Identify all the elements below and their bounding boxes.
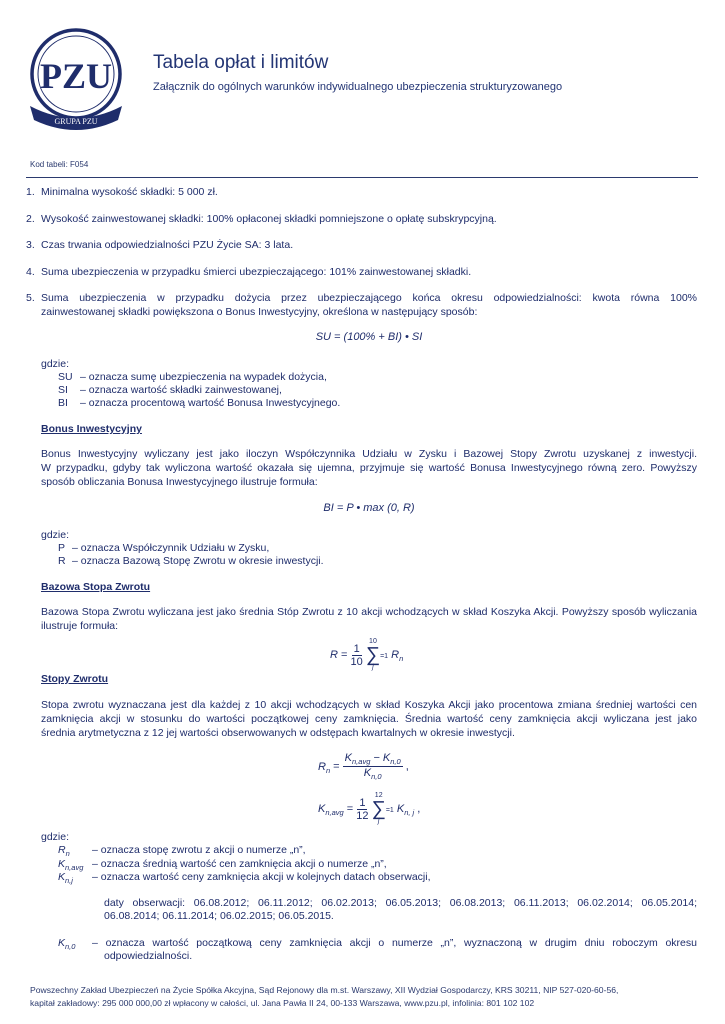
def-symbol: SU xyxy=(58,371,73,383)
paragraph-line: zamknięcia akcji w stosunku do wartości początkowej ceny zamknięcia. Średnia wartość ceny zamknięcia akcji wyliczana jest jako xyxy=(41,713,697,725)
pzu-logo xyxy=(26,28,126,132)
svg-text:GRUPA PZU: GRUPA PZU xyxy=(54,117,98,126)
def-desc: odpowiedzialności. xyxy=(104,950,193,962)
item-text: zainwestowanej składki powiększona o Bonus Inwestycyjny, określona w następujący sposób: xyxy=(41,306,478,318)
def-symbol: $K_{n,0}$ xyxy=(58,937,76,952)
formula-bi: BI = P • max (0, R) xyxy=(323,502,415,514)
gdzie-label: gdzie: xyxy=(41,358,70,370)
paragraph-line: sposób obliczania Bonusa Inwestycyjnego ilustruje formuła: xyxy=(41,476,318,488)
def-symbol: $K_{n,j}$ xyxy=(58,871,73,886)
header-divider xyxy=(26,177,698,178)
def-desc: – oznacza wartość ceny zamknięcia akcji w kolejnych datach obserwacji, xyxy=(92,871,431,883)
footer-line: kapitał zakładowy: 295 000 000,00 zł wpłacony w całości, ul. Jana Pawła II 24, 00-133 Warszawa, www.pzu.pl, infolinia: 801 102 102 xyxy=(30,998,535,1008)
gdzie-label: gdzie: xyxy=(41,529,70,541)
formula-su: SU = (100% + BI) • SI xyxy=(315,331,423,343)
item-text: Wysokość zainwestowanej składki: 100% opłaconej składki pomniejszone o opłatę subskrypcyjną. xyxy=(41,213,497,225)
item-text: Suma ubezpieczenia w przypadku dożycia przez ubezpieczającego końca okresu odpowiedzialności: kwota równa 100% xyxy=(41,292,697,304)
item-text: Minimalna wysokość składki: 5 000 zł. xyxy=(41,186,218,198)
item-number: 3. xyxy=(26,239,35,251)
def-desc: – oznacza sumę ubezpieczenia na wypadek dożycia, xyxy=(80,371,327,383)
paragraph-line: ilustruje formuła: xyxy=(41,620,119,632)
def-symbol: SI xyxy=(58,384,68,396)
item-number: 2. xyxy=(26,213,35,225)
def-desc: – oznacza średnią wartość cen zamknięcia akcji o numerze „n”, xyxy=(92,858,387,870)
paragraph-line: W przypadku, gdyby tak wyliczona wartość okazała się ujemna, przyjmuje się wartość Bonusa Inwestycyjnego równą zero. Powyższy xyxy=(41,462,697,474)
footer-line: Powszechny Zakład Ubezpieczeń na Życie Spółka Akcyjna, Sąd Rejonowy dla m.st. Warszawy, XII Wydział Gospodarczy, KRS 30211, NIP 527-020-60-56, xyxy=(30,985,619,995)
def-desc: – oznacza stopę zwrotu z akcji o numerze „n”, xyxy=(92,844,306,856)
def-desc: – oznacza Współczynnik Udziału w Zysku, xyxy=(72,542,270,554)
observation-dates: daty obserwacji: 06.08.2012; 06.11.2012; 06.02.2013; 06.05.2013; 06.08.2013; 06.11.2013; 06.02.2014; 06.05.2014; xyxy=(104,897,697,909)
def-symbol: R xyxy=(58,555,66,567)
page-title: Tabela opłat i limitów xyxy=(153,52,329,73)
paragraph-line: Bazowa Stopa Zwrotu wyliczana jest jako średnia Stóp Zwrotu z 10 akcji wchodzących w skład Koszyka Akcji. Powyższy sposób wyliczania xyxy=(41,606,697,618)
def-symbol: $K_{n,avg}$ xyxy=(58,858,84,873)
def-symbol: P xyxy=(58,542,66,554)
formula-r: R = $\frac{1}{10}$ 10 ∑ j =1 $R_n$ xyxy=(330,638,404,671)
item-text: Czas trwania odpowiedzialności PZU Życie SA: 3 lata. xyxy=(41,239,294,251)
def-symbol: $R_n$ xyxy=(58,844,70,859)
def-symbol: BI xyxy=(58,397,68,409)
paragraph-line: Bonus Inwestycyjny wyliczany jest jako iloczyn Współczynnika Udziału w Zysku i Bazowej Stopy Zwrotu uzyskanej z inwestycji. xyxy=(41,448,697,460)
formula-knavg: $K_{n,avg}$ = $\frac{1}{12}$ 12 ∑ j =1 $K_{n, j}$ , xyxy=(318,792,421,825)
item-number: 4. xyxy=(26,266,35,278)
item-text: Suma ubezpieczenia w przypadku śmierci ubezpieczającego: 101% zainwestowanej składki. xyxy=(41,266,472,278)
item-number: 5. xyxy=(26,292,35,304)
section-heading: Stopy Zwrotu xyxy=(41,673,109,685)
page-subtitle: Załącznik do ogólnych warunków indywidualnego ubezpieczenia strukturyzowanego xyxy=(153,81,563,93)
def-desc: – oznacza wartość składki zainwestowanej, xyxy=(80,384,282,396)
gdzie-label: gdzie: xyxy=(41,831,70,843)
table-code: Kod tabeli: F054 xyxy=(30,160,89,169)
footer xyxy=(30,984,618,1010)
paragraph-line: Stopa zwrotu wyznaczana jest dla każdej z 10 akcji wchodzących w skład Koszyka Akcji jako procentowa zmiana średniej wartości cen xyxy=(41,699,697,711)
def-desc: – oznacza Bazową Stopę Zwrotu w okresie inwestycji. xyxy=(72,555,324,567)
item-number: 1. xyxy=(26,186,35,198)
formula-rn: $R_n$ = $\frac{K_{n,avg} - K_{n,0}}{K_{n,0}}$ , xyxy=(318,752,409,782)
def-desc: – oznacza procentową wartość Bonusa Inwestycyjnego. xyxy=(80,397,341,409)
svg-text:PZU: PZU xyxy=(40,56,112,96)
section-heading: Bazowa Stopa Zwrotu xyxy=(41,581,151,593)
observation-dates: 06.08.2014; 06.11.2014; 06.02.2015; 06.05.2015. xyxy=(104,910,334,922)
section-heading: Bonus Inwestycyjny xyxy=(41,423,142,435)
paragraph-line: średnia arytmetyczna z 12 jej wartości obserwowanych w odstępach kwartalnych w okresie inwestycji. xyxy=(41,727,515,739)
def-desc: – oznacza wartość początkową ceny zamknięcia akcji o numerze „n”, wyznaczoną w drugim dniu roboczym okresu xyxy=(92,937,697,949)
